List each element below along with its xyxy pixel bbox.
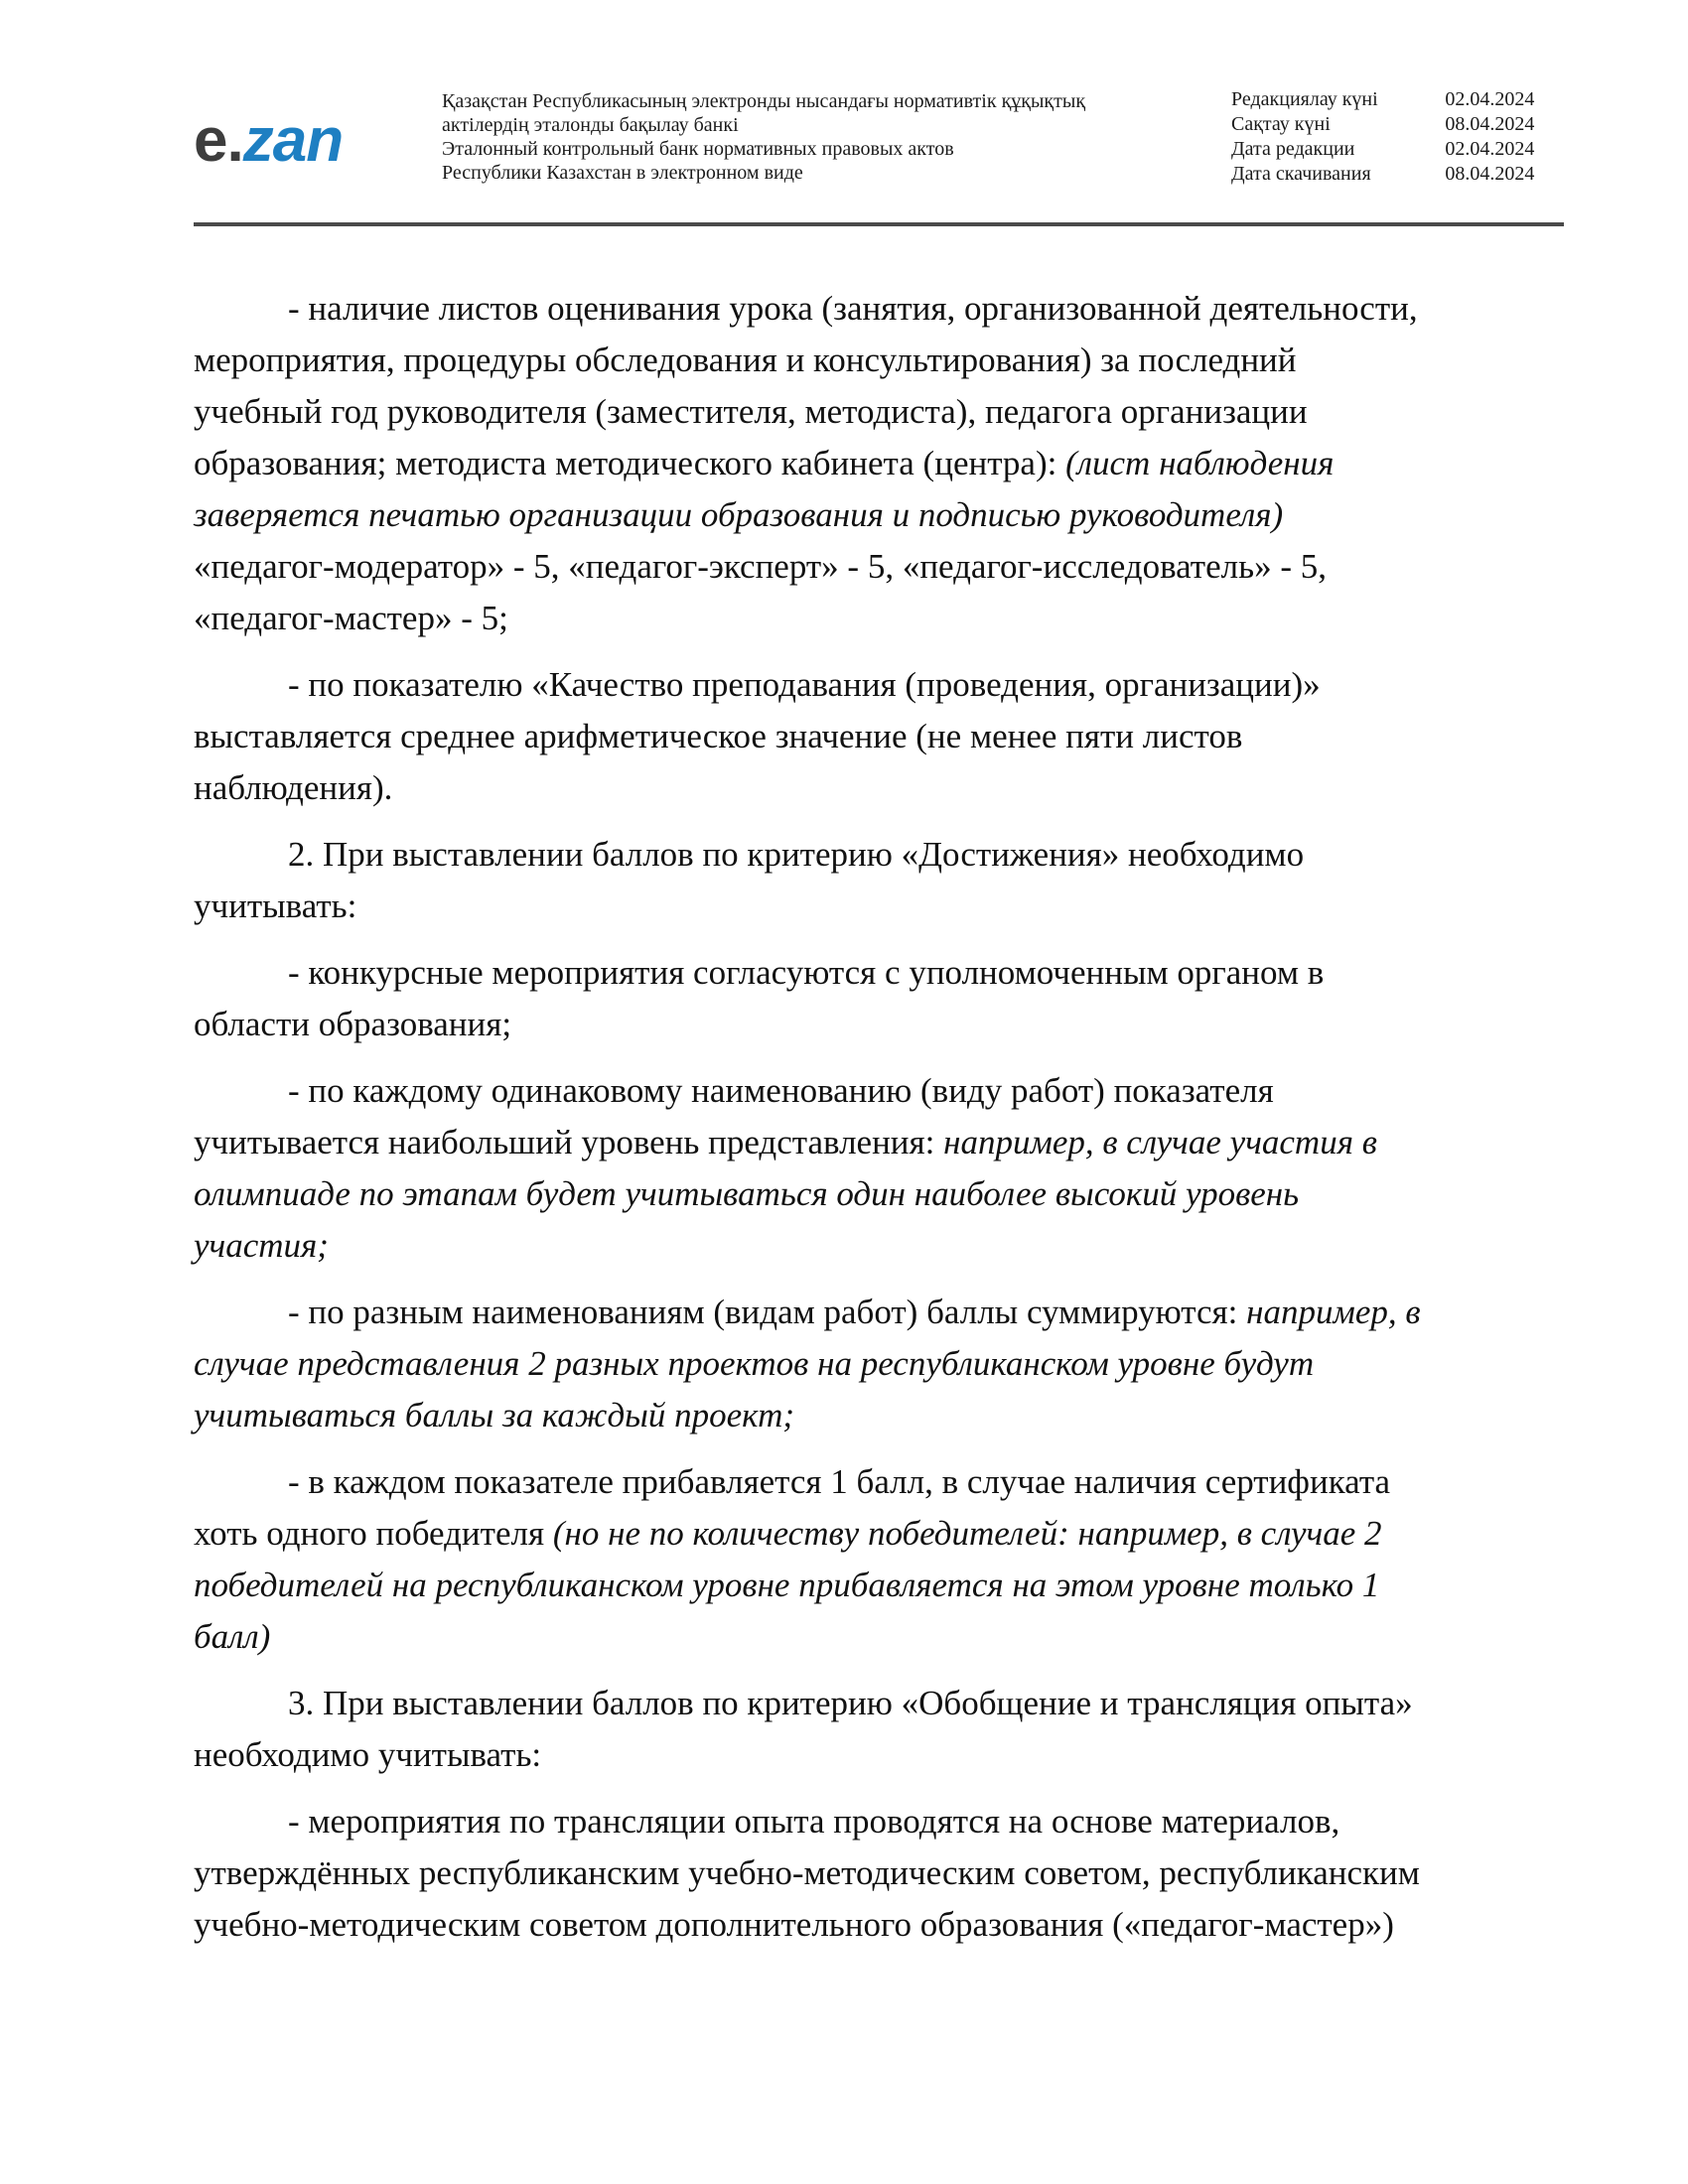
paragraph-italic-note: (но не по количеству победителей: например, в случае 2 победителей на республиканском уровне прибавляется на этом уровне только 1 балл) bbox=[194, 1514, 1382, 1656]
org-line: актілердің эталонды бақылау банкі bbox=[442, 114, 739, 136]
paragraph-text: - в каждом показателе прибавляется 1 балл, в случае наличия сертификата хоть одного победителя bbox=[194, 1462, 1391, 1553]
meta-label: Дата скачивания bbox=[1231, 163, 1371, 185]
paragraph-text: - наличие листов оценивания урока (занятия, организованной деятельности, мероприятия, процедуры обследования и консультирования) за последний учебный год руководителя (заместителя, методиста), педагога организации образования; методиста методического кабинета (центра): bbox=[194, 289, 1418, 482]
paragraph bbox=[194, 1065, 1564, 1272]
paragraph bbox=[194, 829, 1564, 932]
meta-row-download-date-ru bbox=[1231, 162, 1564, 187]
paragraph bbox=[194, 659, 1564, 814]
meta-value: 02.04.2024 bbox=[1445, 88, 1535, 110]
organization-title bbox=[442, 89, 1157, 185]
paragraph bbox=[194, 947, 1564, 1050]
meta-value: 08.04.2024 bbox=[1445, 113, 1535, 135]
meta-label: Дата редакции bbox=[1231, 138, 1355, 160]
meta-value: 08.04.2024 bbox=[1445, 163, 1535, 185]
paragraph bbox=[194, 1456, 1564, 1663]
paragraph-text: - мероприятия по трансляции опыта проводятся на основе материалов, утверждённых республиканским учебно-методическим советом, республиканским учебно-методическим советом дополнительного образования («педагог-мастер») bbox=[194, 1802, 1420, 1944]
header-divider bbox=[194, 222, 1564, 226]
paragraph bbox=[194, 1287, 1564, 1441]
paragraph bbox=[194, 1796, 1564, 1951]
meta-row-edit-date-ru bbox=[1231, 137, 1564, 162]
org-line: Қазақстан Республикасының электронды нысандағы нормативтік құқықтық bbox=[442, 90, 1086, 112]
paragraph bbox=[194, 1678, 1564, 1781]
ezan-logo-mark bbox=[194, 99, 392, 179]
meta-row-edit-date-kz bbox=[1231, 87, 1564, 112]
paragraph-italic-note: например, в случае участия в олимпиаде по этапам будет учитываться один наиболее высокий уровень участия; bbox=[194, 1123, 1377, 1265]
meta-label: Сақтау күні bbox=[1231, 113, 1331, 135]
paragraph-italic-note: например, в случае представления 2 разных проектов на республиканском уровне будут учитываться баллы за каждый проект; bbox=[194, 1293, 1421, 1434]
org-line: Республики Казахстан в электронном виде bbox=[442, 162, 803, 184]
paragraph-tail: «педагог-модератор» - 5, «педагог-эксперт» - 5, «педагог-исследователь» - 5, «педагог-мастер» - 5; bbox=[194, 547, 1327, 637]
paragraph-text: - конкурсные мероприятия согласуются с уполномоченным органом в области образования; bbox=[194, 953, 1325, 1043]
meta-value: 02.04.2024 bbox=[1445, 138, 1535, 160]
org-line: Эталонный контрольный банк нормативных правовых актов bbox=[442, 138, 954, 160]
paragraph-text: - по каждому одинаковому наименованию (виду работ) показателя учитывается наибольший уровень представления: bbox=[194, 1071, 1274, 1161]
paragraph bbox=[194, 283, 1564, 644]
document-header bbox=[194, 83, 1564, 222]
document-body bbox=[194, 283, 1564, 1966]
svg-text:e.zan: e.zan bbox=[194, 106, 344, 175]
meta-label: Редакциялау күні bbox=[1231, 88, 1378, 110]
paragraph-text: - по разным наименованиям (видам работ) баллы суммируются: bbox=[288, 1293, 1247, 1331]
ezan-logo bbox=[194, 99, 392, 179]
paragraph-text: - по показателю «Качество преподавания (проведения, организации)» выставляется среднее арифметическое значение (не менее пяти листов наблюдения). bbox=[194, 665, 1321, 807]
meta-row-save-date-kz bbox=[1231, 112, 1564, 137]
paragraph-text: 2. При выставлении баллов по критерию «Достижения» необходимо учитывать: bbox=[194, 835, 1305, 925]
paragraph-text: 3. При выставлении баллов по критерию «Обобщение и трансляция опыта» необходимо учитывать: bbox=[194, 1684, 1413, 1774]
document-dates bbox=[1231, 87, 1564, 187]
paragraph-italic-note: (лист наблюдения заверяется печатью организации образования и подписью руководителя) bbox=[194, 444, 1335, 534]
